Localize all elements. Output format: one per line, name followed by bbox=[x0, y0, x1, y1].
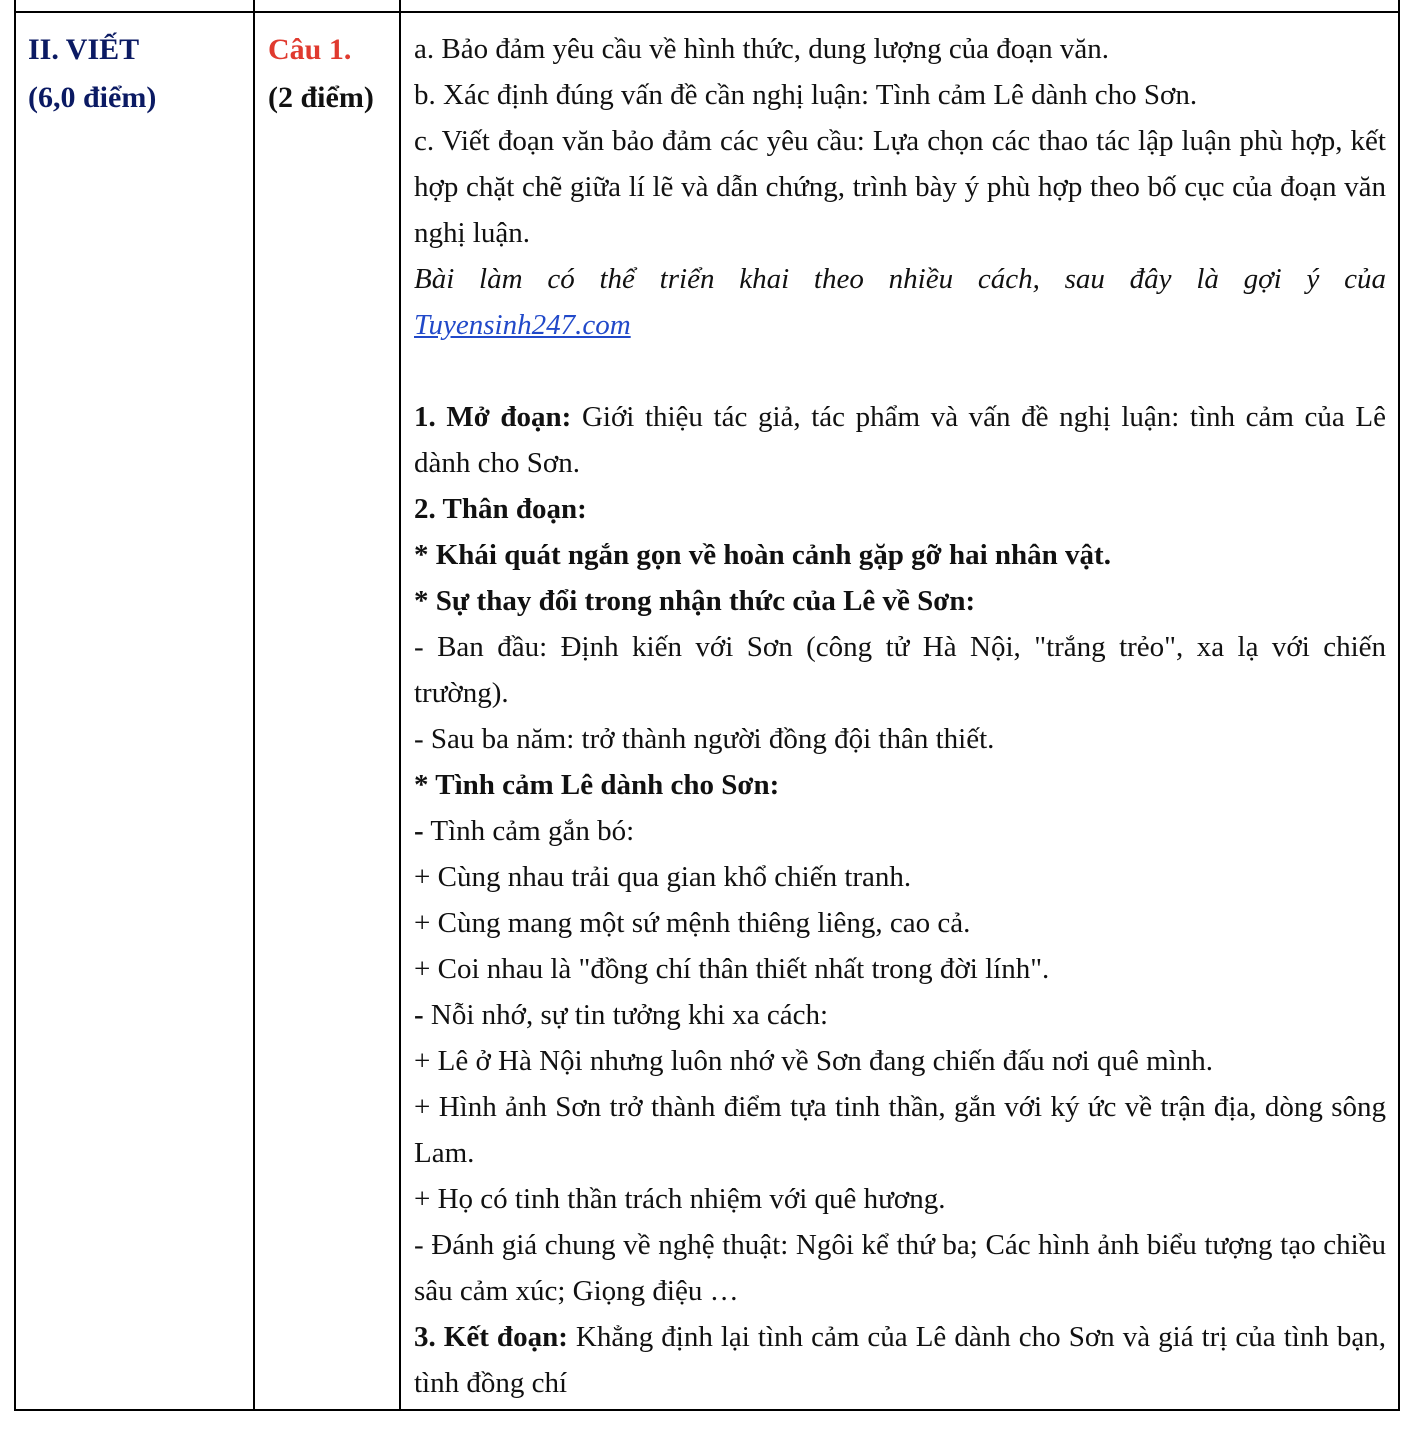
source-link[interactable]: Tuyensinh247.com bbox=[414, 309, 631, 341]
column-divider-1 bbox=[253, 0, 255, 1411]
closing-text: Khẳng định lại tình cảm của Lê dành cho Sơn và giá trị của tình bạn, tình đồng chí bbox=[414, 1321, 1387, 1399]
section-title: II. VIẾT bbox=[28, 33, 140, 66]
spacer bbox=[414, 348, 1386, 394]
opening-text: Giới thiệu tác giả, tác phẩm và vấn đề nghị luận: tình cảm của Lê dành cho Sơn. bbox=[414, 401, 1386, 479]
feelings-bond: - Tình cảm gắn bó: bbox=[414, 815, 635, 847]
feelings-longing-point-2: + Hình ảnh Sơn trở thành điểm tựa tinh thần, gắn với ký ức về trận địa, dòng sông Lam. bbox=[414, 1091, 1386, 1169]
body-label: 2. Thân đoạn: bbox=[414, 493, 587, 525]
heading-perception: * Sự thay đổi trong nhận thức của Lê về Sơn: bbox=[414, 585, 976, 617]
opening-paragraph bbox=[414, 394, 1386, 486]
section-cell bbox=[28, 26, 243, 122]
criterion-b: b. Xác định đúng vấn đề cần nghị luận: Tình cảm Lê dành cho Sơn. bbox=[414, 79, 1198, 111]
guidance-note-text: Bài làm có thể triển khai theo nhiều cách, sau đây là gợi ý của bbox=[414, 263, 1386, 295]
section-points: (6,0 điểm) bbox=[28, 81, 157, 114]
feelings-longing: - Nỗi nhớ, sự tin tưởng khi xa cách: bbox=[414, 999, 829, 1031]
heading-feelings: * Tình cảm Lê dành cho Sơn: bbox=[414, 769, 780, 801]
question-title: Câu 1. bbox=[268, 33, 352, 66]
perception-later: - Sau ba năm: trở thành người đồng đội thân thiết. bbox=[414, 723, 995, 755]
criterion-a: a. Bảo đảm yêu cầu về hình thức, dung lượng của đoạn văn. bbox=[414, 33, 1110, 65]
question-points: (2 điểm) bbox=[268, 81, 374, 114]
feelings-bond-point-3: + Coi nhau là "đồng chí thân thiết nhất trong đời lính". bbox=[414, 953, 1050, 985]
feelings-bond-point-2: + Cùng mang một sứ mệnh thiêng liêng, cao cả. bbox=[414, 907, 971, 939]
feelings-bond-point-1: + Cùng nhau trải qua gian khổ chiến tranh. bbox=[414, 861, 912, 893]
column-divider-2 bbox=[399, 0, 401, 1411]
content-cell bbox=[414, 26, 1386, 1406]
opening-label: 1. Mở đoạn: bbox=[414, 401, 572, 433]
feelings-longing-point-1: + Lê ở Hà Nội nhưng luôn nhớ về Sơn đang chiến đấu nơi quê mình. bbox=[414, 1045, 1213, 1077]
closing-paragraph bbox=[414, 1314, 1386, 1406]
perception-initial: - Ban đầu: Định kiến với Sơn (công tử Hà Nội, "trắng trẻo", xa lạ với chiến trường). bbox=[414, 631, 1386, 709]
closing-label: 3. Kết đoạn: bbox=[414, 1321, 568, 1353]
art-evaluation: - Đánh giá chung về nghệ thuật: Ngôi kể thứ ba; Các hình ảnh biểu tượng tạo chiều sâu cảm xúc; Giọng điệu … bbox=[414, 1229, 1386, 1307]
guidance-note bbox=[414, 256, 1386, 348]
feelings-longing-point-3: + Họ có tinh thần trách nhiệm với quê hương. bbox=[414, 1183, 946, 1215]
question-cell bbox=[268, 26, 393, 122]
heading-context: * Khái quát ngắn gọn về hoàn cảnh gặp gỡ hai nhân vật. bbox=[414, 539, 1111, 571]
criterion-c: c. Viết đoạn văn bảo đảm các yêu cầu: Lựa chọn các thao tác lập luận phù hợp, kết hợp chặt chẽ giữa lí lẽ và dẫn chứng, trình bày ý phù hợp theo bố cục của đoạn văn nghị luận. bbox=[414, 125, 1386, 249]
